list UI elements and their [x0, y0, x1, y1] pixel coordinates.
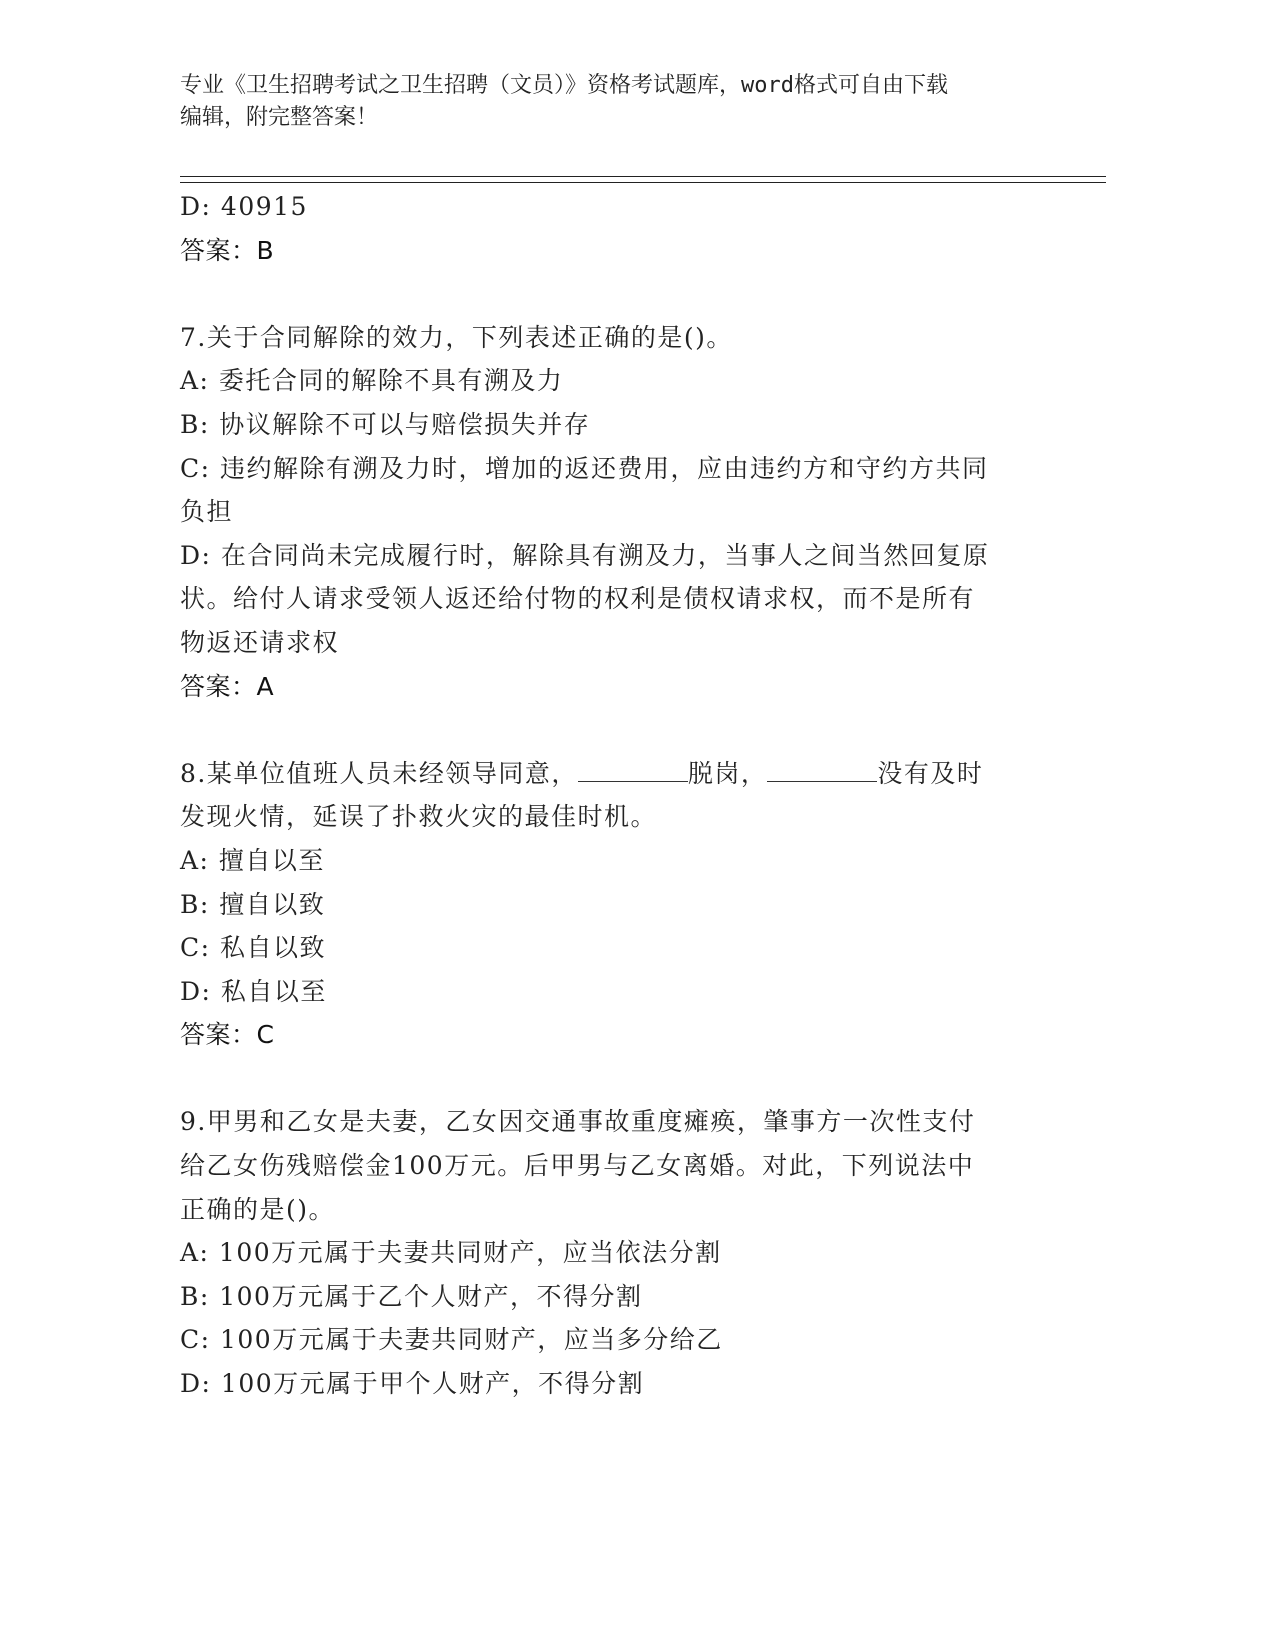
q8-option-d: D: 私自以至	[180, 976, 327, 1006]
q8-option-b: B: 擅自以致	[180, 889, 326, 919]
q8-stem-line2: 发现火情，延误了扑救火灾的最佳时机。	[180, 802, 658, 832]
header-line-2: 编辑，附完整答案！	[180, 105, 379, 130]
q7-option-a: A: 委托合同的解除不具有溯及力	[180, 366, 564, 396]
q9-stem-line1: 9.甲男和乙女是夫妻，乙女因交通事故重度瘫痪，肇事方一次性支付	[180, 1107, 976, 1137]
q8-stem-part1: 8.某单位值班人员未经领导同意，	[180, 758, 578, 788]
q7-option-c-line2: 负担	[180, 497, 234, 527]
q9-option-d: D: 100万元属于甲个人财产，不得分割	[180, 1369, 645, 1399]
q7-option-b: B: 协议解除不可以与赔偿损失并存	[180, 409, 591, 439]
q7-option-d-line2: 状。给付人请求受领人返还给付物的权利是债权请求权，而不是所有	[180, 584, 976, 614]
q9-option-b: B: 100万元属于乙个人财产，不得分割	[180, 1281, 643, 1311]
q7-stem: 7.关于合同解除的效力，下列表述正确的是()。	[180, 322, 733, 352]
q8-stem-part2: 脱岗，	[687, 758, 768, 788]
q9-option-c: C: 100万元属于夫妻共同财产，应当多分给乙	[180, 1325, 723, 1355]
q7-option-c-line1: C: 违约解除有溯及力时，增加的返还费用，应由违约方和守约方共同	[180, 453, 989, 483]
q9-option-a: A: 100万元属于夫妻共同财产，应当依法分割	[180, 1238, 722, 1268]
page-header	[180, 70, 1080, 134]
spacer	[180, 708, 1040, 752]
fill-blank-2	[767, 761, 877, 782]
spacer	[180, 272, 1040, 316]
q8-option-c: C: 私自以致	[180, 933, 326, 963]
q8-option-a: A: 擅自以至	[180, 845, 325, 875]
q7-option-d-line3: 物返还请求权	[180, 627, 340, 657]
spacer	[180, 1057, 1040, 1101]
q8-answer: 答案：C	[180, 1020, 275, 1050]
q8-stem-part3: 没有及时	[877, 758, 984, 788]
fill-blank-1	[578, 761, 688, 782]
q7-answer: 答案：A	[180, 671, 275, 701]
prev-answer: 答案：B	[180, 235, 275, 265]
q8-stem-line1	[180, 752, 1040, 796]
q7-option-d-line1: D: 在合同尚未完成履行时，解除具有溯及力，当事人之间当然回复原	[180, 540, 990, 570]
q9-stem-line2: 给乙女伤残赔偿金100万元。后甲男与乙女离婚。对此，下列说法中	[180, 1151, 975, 1181]
question-content	[180, 185, 1040, 1406]
prev-option-d: D: 40915	[180, 192, 308, 221]
header-line-1: 专业《卫生招聘考试之卫生招聘（文员）》资格考试题库，word格式可自由下载	[180, 73, 948, 98]
header-divider	[180, 176, 1106, 183]
q9-stem-line3: 正确的是()。	[180, 1194, 336, 1224]
